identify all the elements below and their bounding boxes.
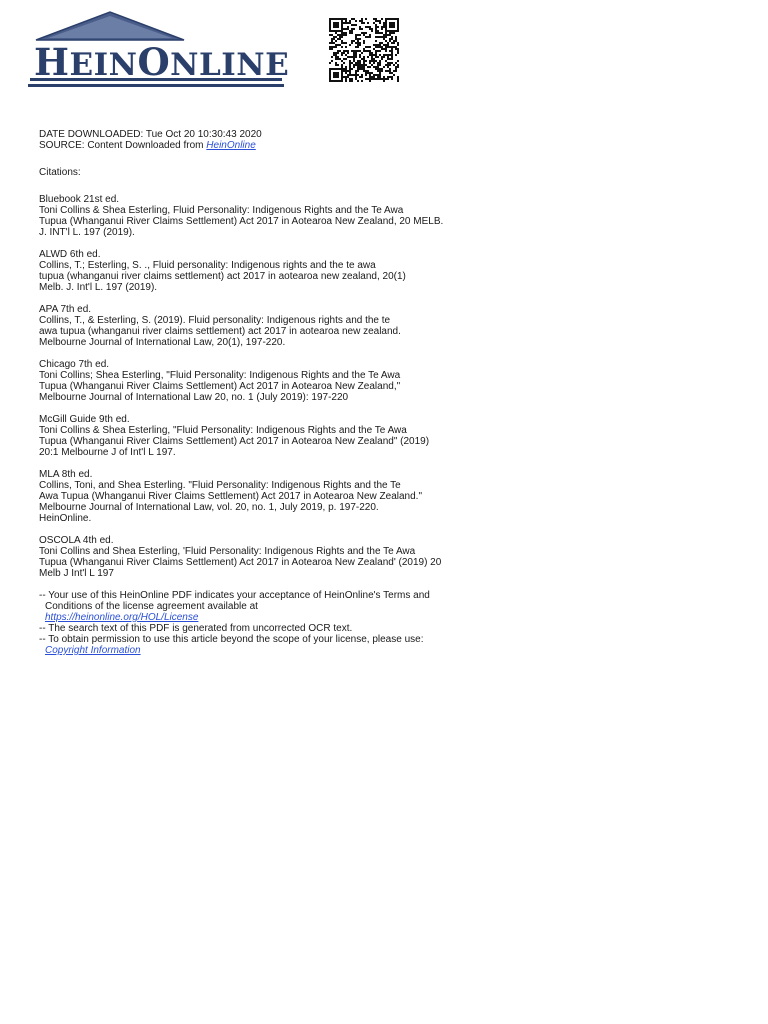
citation-text-line: Melbourne Journal of International Law, 20(1), 197-220. xyxy=(39,337,286,348)
citation-style: Chicago 7th ed. xyxy=(39,359,110,370)
citation-block xyxy=(39,359,479,414)
license-link[interactable]: https://heinonline.org/HOL/License xyxy=(45,612,199,623)
citation-text-line: Toni Collins and Shea Esterling, 'Fluid Personality: Indigenous Rights and the Te Awa xyxy=(39,546,416,557)
citation-text-line: Tupua (Whanganui River Claims Settlement) Act 2017 in Aotearoa New Zealand' (2019) 20 xyxy=(39,557,442,568)
citation-text-line: Collins, Toni, and Shea Esterling. "Fluid Personality: Indigenous Rights and the Te xyxy=(39,480,401,491)
source-prefix: SOURCE: Content Downloaded from xyxy=(39,140,207,151)
citations-list xyxy=(39,194,479,590)
citation-text-line: Tupua (Whanganui River Claims Settlement) Act 2017 in Aotearoa New Zealand," xyxy=(39,381,401,392)
document-body xyxy=(39,129,479,656)
heinonline-logo xyxy=(26,10,288,90)
source-line xyxy=(39,140,479,151)
citation-block xyxy=(39,414,479,469)
ocr-notice: -- The search text of this PDF is generated from uncorrected OCR text. xyxy=(39,623,353,634)
citation-style: APA 7th ed. xyxy=(39,304,92,315)
citation-text-line: Toni Collins & Shea Esterling, Fluid Personality: Indigenous Rights and the Te Awa xyxy=(39,205,404,216)
citation-style: OSCOLA 4th ed. xyxy=(39,535,114,546)
terms-notice-line2: Conditions of the license agreement available at xyxy=(45,601,258,612)
citation-text-line: Tupua (Whanganui River Claims Settlement) Act 2017 in Aotearoa New Zealand, 20 MELB. xyxy=(39,216,444,227)
citation-style: ALWD 6th ed. xyxy=(39,249,101,260)
citation-text-line: Toni Collins & Shea Esterling, "Fluid Personality: Indigenous Rights and the Te Awa xyxy=(39,425,407,436)
citation-text-line: Melbourne Journal of International Law 20, no. 1 (July 2019): 197-220 xyxy=(39,392,349,403)
citation-text-line: Toni Collins; Shea Esterling, "Fluid Personality: Indigenous Rights and the Te Awa xyxy=(39,370,401,381)
copyright-information-link[interactable]: Copyright Information xyxy=(45,645,141,656)
citation-text-line: Collins, T., & Esterling, S. (2019). Fluid personality: Indigenous rights and the te xyxy=(39,315,391,326)
permission-notice: -- To obtain permission to use this article beyond the scope of your license, please use: xyxy=(39,634,424,645)
citation-block xyxy=(39,469,479,535)
date-downloaded: DATE DOWNLOADED: Tue Oct 20 10:30:43 2020 xyxy=(39,129,262,140)
citation-block xyxy=(39,249,479,304)
citation-style: MLA 8th ed. xyxy=(39,469,93,480)
citation-style: Bluebook 21st ed. xyxy=(39,194,120,205)
citation-text-line: Melbourne Journal of International Law, vol. 20, no. 1, July 2019, p. 197-220. xyxy=(39,502,379,513)
citation-text-line: Melb. J. Int'l L. 197 (2019). xyxy=(39,282,158,293)
citation-text-line: J. INT'l L. 197 (2019). xyxy=(39,227,135,238)
citation-text-line: Awa Tupua (Whanganui River Claims Settlement) Act 2017 in Aotearoa New Zealand." xyxy=(39,491,423,502)
citation-text-line: awa tupua (whanganui river claims settlement) act 2017 in aotearoa new zealand. xyxy=(39,326,401,337)
citation-text-line: Tupua (Whanganui River Claims Settlement) Act 2017 in Aotearoa New Zealand" (2019) xyxy=(39,436,430,447)
citation-block xyxy=(39,194,479,249)
citation-text-line: Collins, T.; Esterling, S. ., Fluid personality: Indigenous rights and the te awa xyxy=(39,260,376,271)
citation-block xyxy=(39,304,479,359)
qr-code-icon xyxy=(329,18,399,82)
logo-wordmark: HEINONLINE xyxy=(34,40,290,84)
heinonline-link[interactable]: HeinOnline xyxy=(206,140,256,151)
citation-text-line: tupua (whanganui river claims settlement) act 2017 in aotearoa new zealand, 20(1) xyxy=(39,271,406,282)
citation-text-line: 20:1 Melbourne J of Int'l L 197. xyxy=(39,447,176,458)
terms-notice-line1: -- Your use of this HeinOnline PDF indicates your acceptance of HeinOnline's Terms and xyxy=(39,590,430,601)
citations-label: Citations: xyxy=(39,167,81,178)
citation-text-line: Melb J Int'l L 197 xyxy=(39,568,114,579)
citation-text-line: HeinOnline. xyxy=(39,513,92,524)
citation-style: McGill Guide 9th ed. xyxy=(39,414,130,425)
citation-block xyxy=(39,535,479,590)
